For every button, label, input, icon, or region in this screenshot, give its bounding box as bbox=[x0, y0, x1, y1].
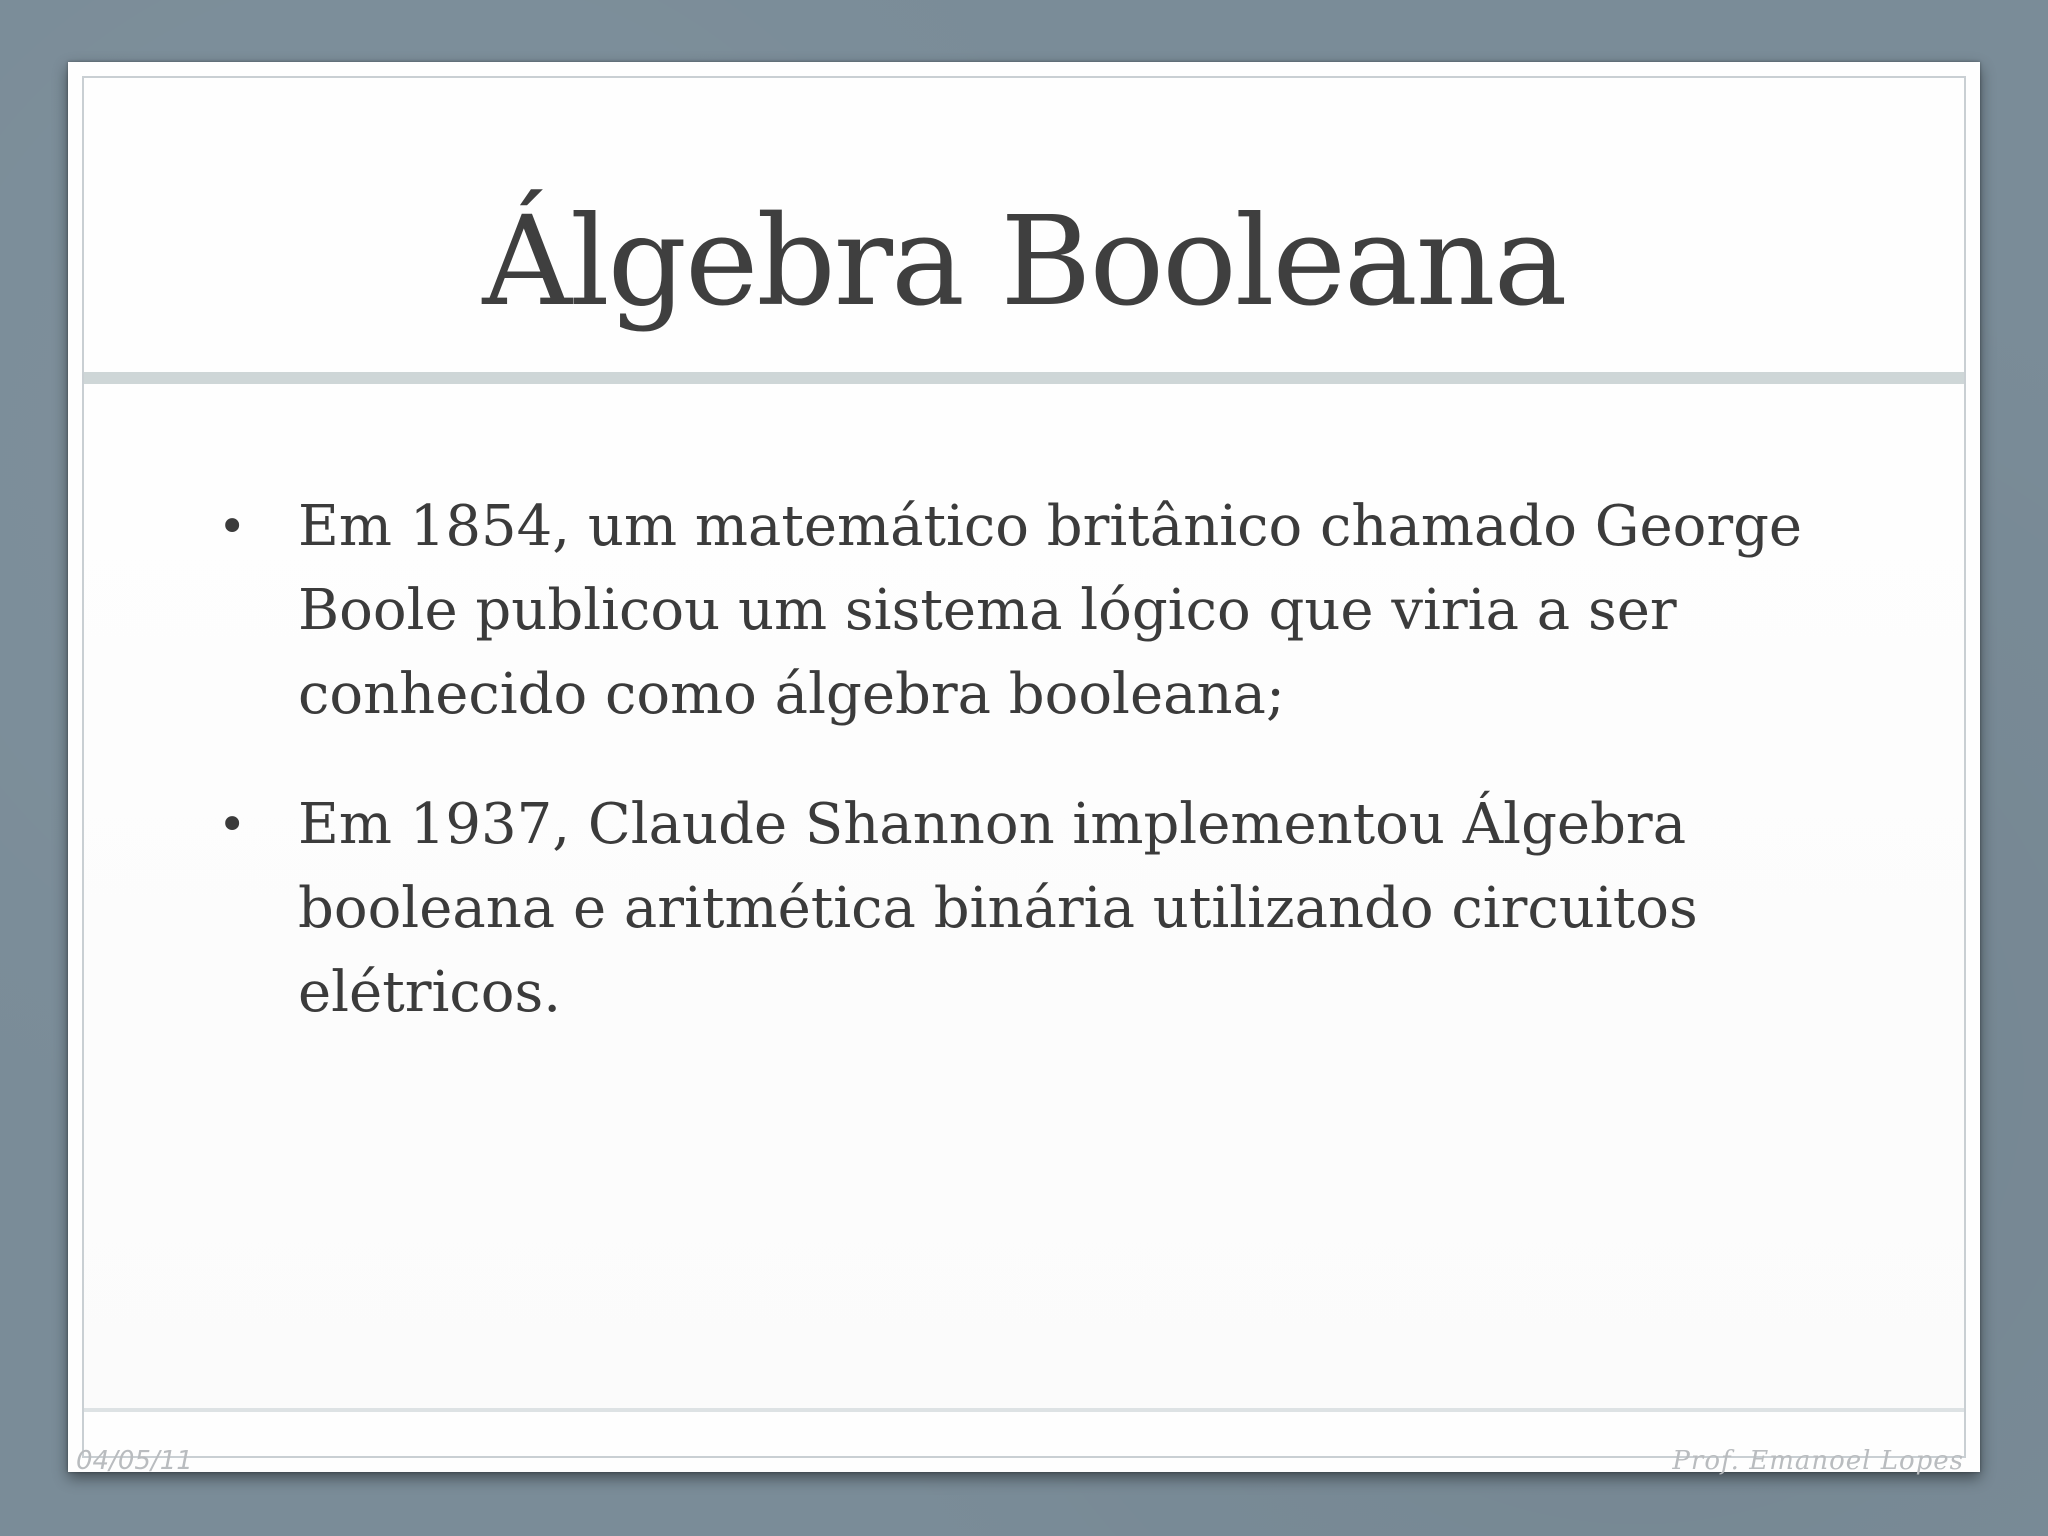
bullet-text: Em 1854, um matemático britânico chamado George Boole publicou um sistema lógico que viria a ser conhecido como álgebra booleana; bbox=[298, 494, 1803, 727]
bullet-list bbox=[150, 485, 1870, 1081]
bullet-marker: • bbox=[218, 499, 247, 555]
slide-title: Álgebra Booleana bbox=[482, 190, 1566, 334]
footer-divider bbox=[84, 1408, 1964, 1412]
bullet-text: Em 1937, Claude Shannon implementou Álgebra booleana e aritmética binária utilizando circuitos elétricos. bbox=[298, 792, 1698, 1025]
title-divider bbox=[84, 372, 1964, 384]
bullet-item bbox=[150, 485, 1870, 737]
bullet-marker: • bbox=[218, 797, 247, 853]
bullet-item bbox=[150, 783, 1870, 1035]
footer-author: Prof. Emanoel Lopes bbox=[1672, 1446, 1964, 1476]
footer-date: 04/05/11 bbox=[76, 1446, 193, 1476]
